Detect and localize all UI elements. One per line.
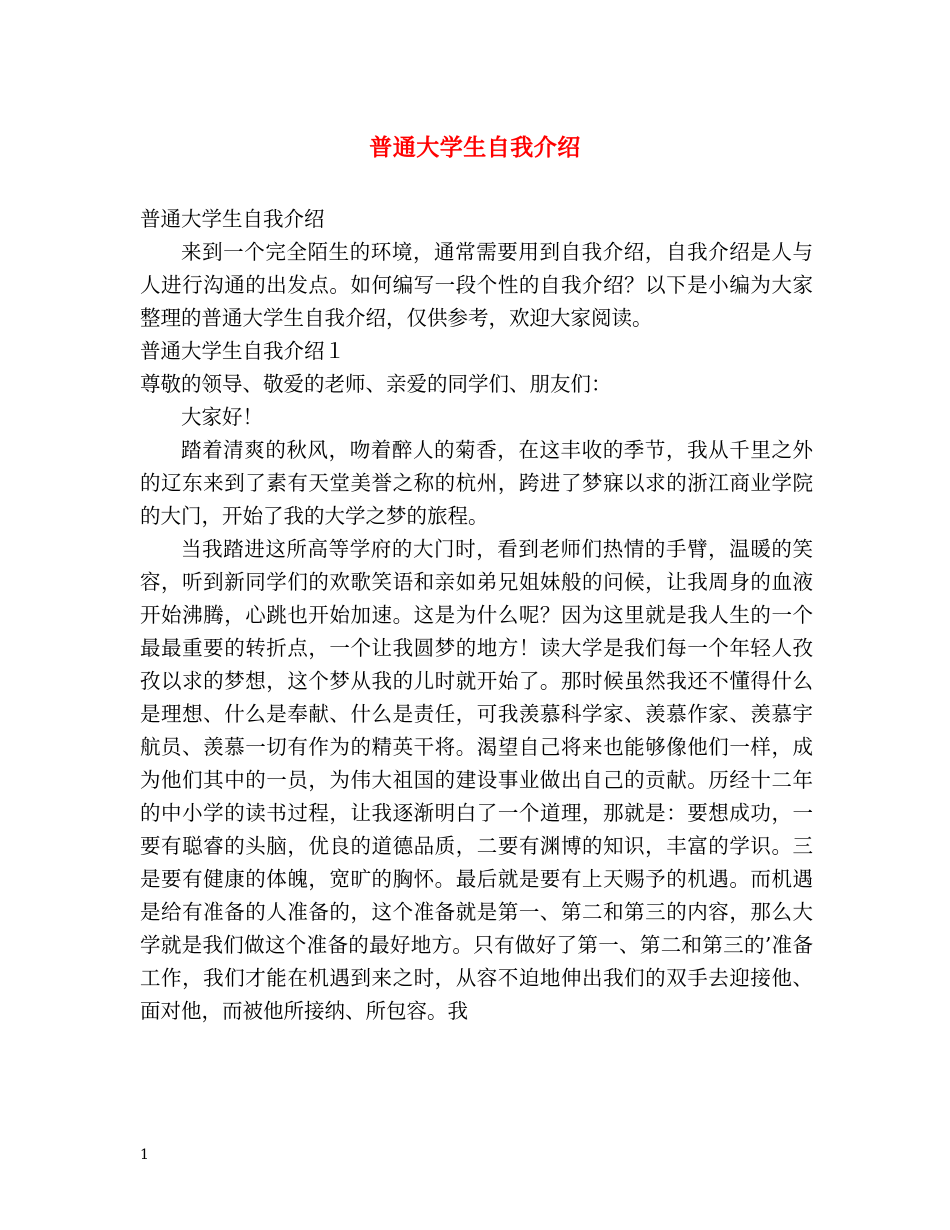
body-paragraph: 当我踏进这所高等学府的大门时，看到老师们热情的手臂，温暖的笑容，听到新同学们的欢歌笑语和亲如弟兄姐妹般的问候，让我周身的血液开始沸腾，心跳也开始加速。这是为什么呢？因为这里就是我人生的一个最最重要的转折点，一个让我圆梦的地方！读大学是我们每一个年轻人孜孜以求的梦想，这个梦从我的儿时就开始了。那时候虽然我还不懂得什么是理想、什么是奉献、什么是责任，可我羡慕科学家、羡慕作家、羡慕宇航员、羡慕一切有作为的精英干将。渴望自己将来也能够像他们一样，成为他们其中的一员，为伟大祖国的建设事业做出自己的贡献。历经十二年的中小学的读书过程，让我逐渐明白了一个道理，那就是：要想成功，一要有聪睿的头脑，优良的道德品质，二要有渊博的知识，丰富的学识。三是要有健康的体魄，宽旷的胸怀。最后就是要有上天赐予的机遇。而机遇是给有准备的人准备的，这个准备就是第一、第二和第三的内容，那么大学就是我们做这个准备的最好地方。只有做好了第一、第二和第三的’准备工作，我们才能在机遇到来之时，从容不迫地伸出我们的双手去迎接他、面对他，而被他所接纳、所包容。我 — [140, 537, 813, 1023]
page-number: 1 — [140, 1147, 149, 1163]
body-paragraph: 大家好！ — [181, 405, 263, 429]
body-paragraph: 普通大学生自我介绍 — [140, 207, 325, 231]
document-title: 普通大学生自我介绍 — [369, 134, 581, 161]
body-paragraph: 普通大学生自我介绍１ — [140, 339, 345, 363]
body-paragraph: 来到一个完全陌生的环境，通常需要用到自我介绍，自我介绍是人与人进行沟通的出发点。如何编写一段个性的自我介绍？以下是小编为大家整理的普通大学生自我介绍，仅供参考，欢迎大家阅读。 — [140, 240, 813, 330]
body-paragraph: 尊敬的领导、敬爱的老师、亲爱的同学们、朋友们： — [140, 372, 612, 396]
body-paragraph: 踏着清爽的秋风，吻着醉人的菊香，在这丰收的季节，我从千里之外的辽东来到了素有天堂美誉之称的杭州，跨进了梦寐以求的浙江商业学院的大门，开始了我的大学之梦的旅程。 — [140, 438, 813, 528]
document-body — [140, 203, 813, 1028]
